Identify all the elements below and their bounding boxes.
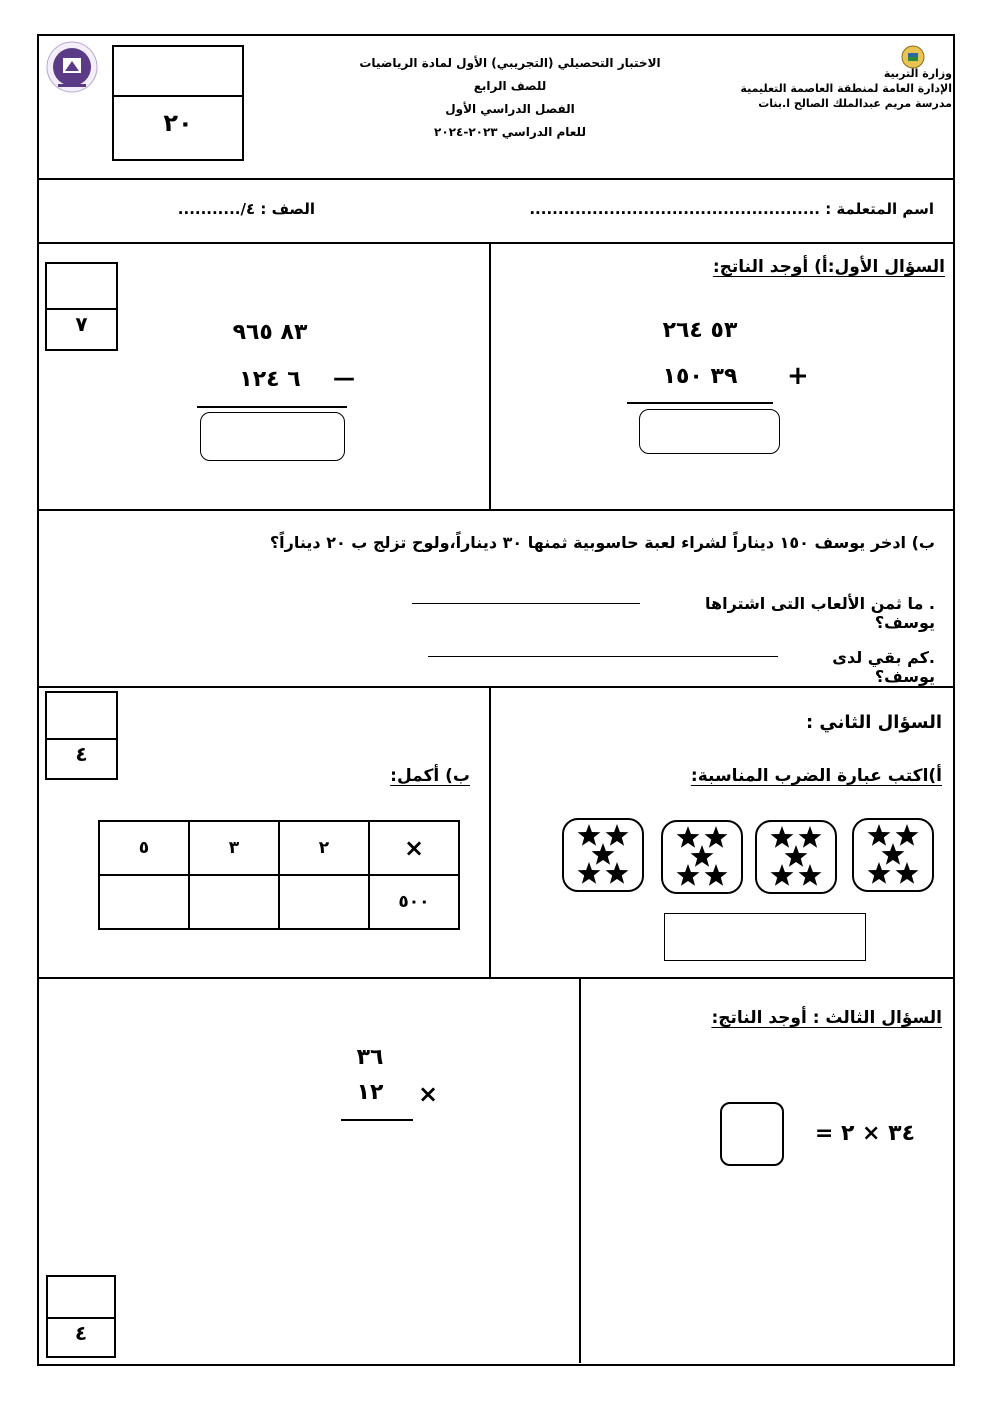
total-score: ٢٠: [163, 109, 193, 137]
title-line1: الاختبار التحصيلي (التجريبي) الأول لمادة الرياضيات: [359, 56, 661, 70]
star-icon: [896, 824, 919, 846]
mult-rule: [341, 1119, 413, 1121]
sub-bottom-number: ٦ ١٢٤: [239, 367, 301, 392]
q2-answer-box[interactable]: [664, 913, 866, 961]
student-name-field[interactable]: اسم المتعلمة : ...................................................: [529, 200, 934, 218]
divider: [579, 978, 581, 1363]
star-group: [661, 820, 743, 894]
star-icon: [799, 826, 822, 848]
title-line2: للصف الرابع: [473, 79, 547, 93]
ministry-block: [730, 66, 952, 111]
q1-heading: السؤال الأول:أ) أوجد الناتج:: [712, 257, 945, 277]
ministry-line3: مدرسة مريم عبدالملك الصالح ا.بنات: [758, 97, 952, 110]
minus-operator: —: [333, 366, 355, 391]
star-icon: [868, 862, 891, 884]
ministry-line2: الإدارة العامة لمنطقة العاصمة التعليمية: [740, 82, 952, 95]
word-problem-q1: . ما ثمن الألعاب التى اشتراها يوسف؟: [705, 594, 935, 632]
word-problem: ب) ادخر يوسف ١٥٠ ديناراً لشراء لعبة حاسوبية ثمنها ٣٠ ديناراً،ولوح تزلج ب ٢٠ ديناراً؟: [269, 533, 935, 552]
table-row: [99, 821, 459, 875]
q2-score: ٤: [75, 742, 88, 766]
star-group: [755, 820, 837, 894]
star-icon: [799, 864, 822, 886]
divider: [489, 244, 491, 510]
star-icon: [677, 864, 700, 886]
q2-score-box: [45, 691, 118, 780]
star-icon: [606, 824, 629, 846]
q3-heading: السؤال الثالث : أوجد الناتج:: [711, 1008, 942, 1028]
add-rule: [627, 402, 773, 404]
exam-title: [330, 52, 690, 144]
total-score-box: [112, 45, 244, 161]
divider: [489, 686, 491, 979]
divider: [37, 686, 955, 688]
table-cell: ٥: [99, 821, 189, 875]
sub-answer-box[interactable]: [200, 412, 345, 461]
star-icon: [771, 864, 794, 886]
star-icon: [882, 843, 905, 865]
add-answer-box[interactable]: [639, 409, 780, 454]
word-problem-q2: .كم بقي لدى يوسف؟: [832, 648, 935, 686]
plus-operator: +: [787, 361, 809, 391]
title-line3: الفصل الدراسي الأول: [445, 102, 575, 116]
star-group: [852, 818, 934, 892]
mult-top-number: ٣٦: [356, 1045, 384, 1070]
times-icon: ×: [418, 1080, 439, 1108]
q3-score-box: [46, 1275, 116, 1358]
table-cell: ٢: [279, 821, 369, 875]
divider: [37, 977, 955, 979]
star-icon: [771, 826, 794, 848]
student-class-field[interactable]: الصف : ٤/...........: [177, 200, 315, 218]
multiplication-table: [98, 820, 460, 930]
ministry-line1: وزارة التربية: [883, 67, 952, 80]
star-icon: [705, 826, 728, 848]
star-icon: [691, 845, 714, 867]
answer-line-2[interactable]: [428, 656, 778, 657]
add-top-number: ٥٣ ٢٦٤: [662, 318, 738, 343]
table-answer-cell[interactable]: [279, 875, 369, 929]
q2-b-label: ب) أكمل:: [390, 766, 470, 786]
add-bottom-number: ٣٩ ١٥٠: [662, 364, 738, 389]
q2-a-label: أ)اكتب عبارة الضرب المناسبة:: [690, 766, 942, 786]
q3-answer-box[interactable]: [720, 1102, 784, 1166]
table-cell: ٣: [189, 821, 279, 875]
sub-top-number: ٨٣ ٩٦٥: [232, 320, 308, 345]
answer-line-1[interactable]: [412, 603, 640, 604]
star-icon: [868, 824, 891, 846]
star-icon: [896, 862, 919, 884]
star-icon: [578, 862, 601, 884]
divider: [37, 509, 955, 511]
mult-bottom-number: ١٢: [356, 1080, 384, 1105]
q3-expression: ٣٤ × ٢ =: [814, 1121, 915, 1146]
star-icon: [578, 824, 601, 846]
star-group: [562, 818, 644, 892]
star-icon: [785, 845, 808, 867]
q1-score: ٧: [75, 312, 88, 336]
table-row: [99, 875, 459, 929]
star-icon: [592, 843, 615, 865]
q2-heading: السؤال الثاني :: [805, 712, 942, 733]
school-logo: [42, 40, 102, 94]
star-icon: [705, 864, 728, 886]
table-cell: ٥٠٠: [369, 875, 459, 929]
star-icon: [606, 862, 629, 884]
star-icon: [677, 826, 700, 848]
table-answer-cell[interactable]: [189, 875, 279, 929]
times-icon: ×: [369, 821, 459, 875]
q3-score: ٤: [74, 1321, 88, 1345]
q1-score-box: [45, 262, 118, 351]
table-answer-cell[interactable]: [99, 875, 189, 929]
title-line4: للعام الدراسي ٢٠٢٣-٢٠٢٤: [434, 125, 586, 139]
sub-rule: [197, 406, 347, 408]
